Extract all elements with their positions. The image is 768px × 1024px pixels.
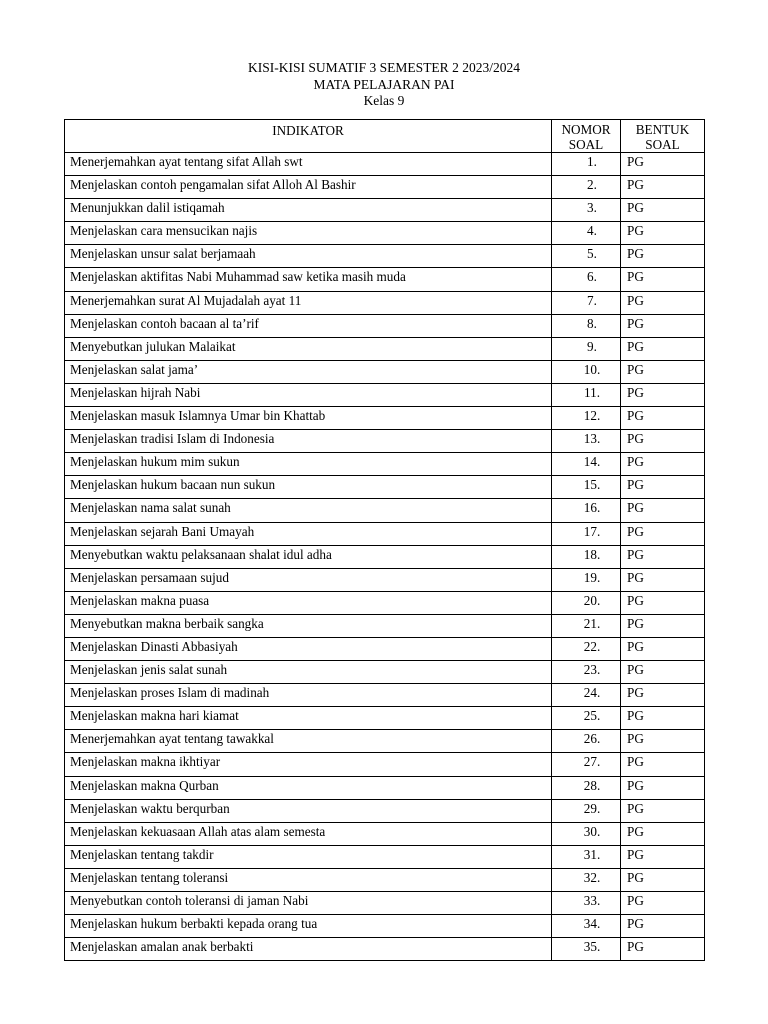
nomor-cell: 29. bbox=[552, 799, 621, 822]
indikator-cell: Menerjemahkan surat Al Mujadalah ayat 11 bbox=[65, 291, 552, 314]
table-row bbox=[65, 407, 705, 430]
indikator-cell: Menjelaskan hukum berbakti kepada orang tua bbox=[65, 915, 552, 938]
bentuk-cell: PG bbox=[621, 661, 705, 684]
bentuk-cell: PG bbox=[621, 684, 705, 707]
indikator-cell: Menjelaskan amalan anak berbakti bbox=[65, 938, 552, 961]
header-bentuk-soal bbox=[621, 120, 705, 153]
indikator-cell: Menjelaskan jenis salat sunah bbox=[65, 661, 552, 684]
nomor-cell: 34. bbox=[552, 915, 621, 938]
nomor-cell: 11. bbox=[552, 383, 621, 406]
nomor-cell: 6. bbox=[552, 268, 621, 291]
table-row bbox=[65, 868, 705, 891]
kisi-kisi-table bbox=[64, 119, 705, 961]
indikator-cell: Menjelaskan aktifitas Nabi Muhammad saw ketika masih muda bbox=[65, 268, 552, 291]
nomor-cell: 15. bbox=[552, 476, 621, 499]
header-bentuk-label: BENTUK bbox=[635, 122, 690, 137]
indikator-cell: Menerjemahkan ayat tentang sifat Allah swt bbox=[65, 153, 552, 176]
indikator-cell: Menjelaskan hukum bacaan nun sukun bbox=[65, 476, 552, 499]
table-body bbox=[65, 153, 705, 961]
bentuk-cell: PG bbox=[621, 845, 705, 868]
table-header bbox=[65, 120, 705, 153]
indikator-cell: Menjelaskan kekuasaan Allah atas alam semesta bbox=[65, 822, 552, 845]
bentuk-cell: PG bbox=[621, 476, 705, 499]
table-row bbox=[65, 176, 705, 199]
nomor-cell: 1. bbox=[552, 153, 621, 176]
bentuk-cell: PG bbox=[621, 868, 705, 891]
indikator-cell: Menjelaskan tentang takdir bbox=[65, 845, 552, 868]
nomor-cell: 26. bbox=[552, 730, 621, 753]
table-row bbox=[65, 892, 705, 915]
nomor-cell: 5. bbox=[552, 245, 621, 268]
table-row bbox=[65, 222, 705, 245]
table-row bbox=[65, 684, 705, 707]
document-grade: Kelas 9 bbox=[363, 93, 405, 108]
header-bentuk-label-2: SOAL bbox=[645, 137, 680, 152]
bentuk-cell: PG bbox=[621, 153, 705, 176]
table-row bbox=[65, 822, 705, 845]
table-row bbox=[65, 360, 705, 383]
indikator-cell: Menjelaskan sejarah Bani Umayah bbox=[65, 522, 552, 545]
indikator-cell: Menjelaskan masuk Islamnya Umar bin Khattab bbox=[65, 407, 552, 430]
bentuk-cell: PG bbox=[621, 522, 705, 545]
bentuk-cell: PG bbox=[621, 407, 705, 430]
nomor-cell: 27. bbox=[552, 753, 621, 776]
nomor-cell: 31. bbox=[552, 845, 621, 868]
indikator-cell: Menjelaskan tradisi Islam di Indonesia bbox=[65, 430, 552, 453]
nomor-cell: 25. bbox=[552, 707, 621, 730]
nomor-cell: 2. bbox=[552, 176, 621, 199]
indikator-cell: Menjelaskan nama salat sunah bbox=[65, 499, 552, 522]
nomor-cell: 8. bbox=[552, 314, 621, 337]
indikator-cell: Menjelaskan waktu berqurban bbox=[65, 799, 552, 822]
table-row bbox=[65, 753, 705, 776]
bentuk-cell: PG bbox=[621, 245, 705, 268]
nomor-cell: 18. bbox=[552, 545, 621, 568]
table-row bbox=[65, 799, 705, 822]
indikator-cell: Menjelaskan tentang toleransi bbox=[65, 868, 552, 891]
table-row bbox=[65, 430, 705, 453]
nomor-cell: 19. bbox=[552, 568, 621, 591]
table-row bbox=[65, 314, 705, 337]
header-nomor-label-2: SOAL bbox=[568, 137, 604, 152]
indikator-cell: Menjelaskan hukum mim sukun bbox=[65, 453, 552, 476]
table-row bbox=[65, 568, 705, 591]
indikator-cell: Menjelaskan unsur salat berjamaah bbox=[65, 245, 552, 268]
bentuk-cell: PG bbox=[621, 915, 705, 938]
indikator-cell: Menjelaskan hijrah Nabi bbox=[65, 383, 552, 406]
bentuk-cell: PG bbox=[621, 892, 705, 915]
table-header-row bbox=[65, 120, 705, 153]
bentuk-cell: PG bbox=[621, 614, 705, 637]
nomor-cell: 28. bbox=[552, 776, 621, 799]
indikator-cell: Menjelaskan proses Islam di madinah bbox=[65, 684, 552, 707]
bentuk-cell: PG bbox=[621, 568, 705, 591]
indikator-cell: Menyebutkan waktu pelaksanaan shalat idul adha bbox=[65, 545, 552, 568]
indikator-cell: Menjelaskan contoh pengamalan sifat Alloh Al Bashir bbox=[65, 176, 552, 199]
nomor-cell: 14. bbox=[552, 453, 621, 476]
header-nomor-soal bbox=[552, 120, 621, 153]
indikator-cell: Menyebutkan makna berbaik sangka bbox=[65, 614, 552, 637]
nomor-cell: 33. bbox=[552, 892, 621, 915]
nomor-cell: 32. bbox=[552, 868, 621, 891]
bentuk-cell: PG bbox=[621, 176, 705, 199]
bentuk-cell: PG bbox=[621, 199, 705, 222]
indikator-cell: Menjelaskan persamaan sujud bbox=[65, 568, 552, 591]
table-row bbox=[65, 637, 705, 660]
table-row bbox=[65, 268, 705, 291]
table-row bbox=[65, 730, 705, 753]
bentuk-cell: PG bbox=[621, 776, 705, 799]
table-row bbox=[65, 383, 705, 406]
header-indikator-label: INDIKATOR bbox=[272, 123, 344, 138]
bentuk-cell: PG bbox=[621, 314, 705, 337]
table-row bbox=[65, 938, 705, 961]
indikator-cell: Menjelaskan Dinasti Abbasiyah bbox=[65, 637, 552, 660]
bentuk-cell: PG bbox=[621, 545, 705, 568]
nomor-cell: 9. bbox=[552, 337, 621, 360]
bentuk-cell: PG bbox=[621, 637, 705, 660]
indikator-cell: Menjelaskan cara mensucikan najis bbox=[65, 222, 552, 245]
bentuk-cell: PG bbox=[621, 591, 705, 614]
bentuk-cell: PG bbox=[621, 222, 705, 245]
indikator-cell: Menjelaskan contoh bacaan al ta’rif bbox=[65, 314, 552, 337]
bentuk-cell: PG bbox=[621, 337, 705, 360]
bentuk-cell: PG bbox=[621, 730, 705, 753]
nomor-cell: 13. bbox=[552, 430, 621, 453]
indikator-cell: Menyebutkan contoh toleransi di jaman Nabi bbox=[65, 892, 552, 915]
bentuk-cell: PG bbox=[621, 383, 705, 406]
nomor-cell: 30. bbox=[552, 822, 621, 845]
table-row bbox=[65, 245, 705, 268]
indikator-cell: Menjelaskan makna ikhtiyar bbox=[65, 753, 552, 776]
table-row bbox=[65, 291, 705, 314]
nomor-cell: 23. bbox=[552, 661, 621, 684]
indikator-cell: Menjelaskan makna hari kiamat bbox=[65, 707, 552, 730]
bentuk-cell: PG bbox=[621, 938, 705, 961]
table-row bbox=[65, 614, 705, 637]
nomor-cell: 4. bbox=[552, 222, 621, 245]
indikator-cell: Menerjemahkan ayat tentang tawakkal bbox=[65, 730, 552, 753]
table-row bbox=[65, 545, 705, 568]
nomor-cell: 17. bbox=[552, 522, 621, 545]
table-row bbox=[65, 776, 705, 799]
indikator-cell: Menjelaskan salat jama’ bbox=[65, 360, 552, 383]
nomor-cell: 10. bbox=[552, 360, 621, 383]
nomor-cell: 35. bbox=[552, 938, 621, 961]
bentuk-cell: PG bbox=[621, 799, 705, 822]
indikator-cell: Menunjukkan dalil istiqamah bbox=[65, 199, 552, 222]
nomor-cell: 20. bbox=[552, 591, 621, 614]
document-subject: MATA PELAJARAN PAI bbox=[313, 76, 455, 92]
nomor-cell: 21. bbox=[552, 614, 621, 637]
bentuk-cell: PG bbox=[621, 499, 705, 522]
bentuk-cell: PG bbox=[621, 707, 705, 730]
table-row bbox=[65, 153, 705, 176]
nomor-cell: 7. bbox=[552, 291, 621, 314]
bentuk-cell: PG bbox=[621, 268, 705, 291]
document-header bbox=[0, 60, 768, 110]
bentuk-cell: PG bbox=[621, 360, 705, 383]
bentuk-cell: PG bbox=[621, 753, 705, 776]
bentuk-cell: PG bbox=[621, 291, 705, 314]
table-row bbox=[65, 845, 705, 868]
document-title: KISI-KISI SUMATIF 3 SEMESTER 2 2023/2024 bbox=[248, 60, 520, 75]
table-row bbox=[65, 661, 705, 684]
table-row bbox=[65, 337, 705, 360]
indikator-cell: Menjelaskan makna puasa bbox=[65, 591, 552, 614]
table-row bbox=[65, 915, 705, 938]
nomor-cell: 24. bbox=[552, 684, 621, 707]
bentuk-cell: PG bbox=[621, 430, 705, 453]
indikator-cell: Menyebutkan julukan Malaikat bbox=[65, 337, 552, 360]
nomor-cell: 16. bbox=[552, 499, 621, 522]
bentuk-cell: PG bbox=[621, 822, 705, 845]
table-row bbox=[65, 476, 705, 499]
table-row bbox=[65, 499, 705, 522]
nomor-cell: 3. bbox=[552, 199, 621, 222]
table-row bbox=[65, 453, 705, 476]
header-nomor-label: NOMOR bbox=[561, 122, 611, 137]
table-row bbox=[65, 707, 705, 730]
table-row bbox=[65, 199, 705, 222]
table-row bbox=[65, 591, 705, 614]
header-indikator bbox=[65, 120, 552, 153]
nomor-cell: 12. bbox=[552, 407, 621, 430]
indikator-cell: Menjelaskan makna Qurban bbox=[65, 776, 552, 799]
nomor-cell: 22. bbox=[552, 637, 621, 660]
table-row bbox=[65, 522, 705, 545]
bentuk-cell: PG bbox=[621, 453, 705, 476]
